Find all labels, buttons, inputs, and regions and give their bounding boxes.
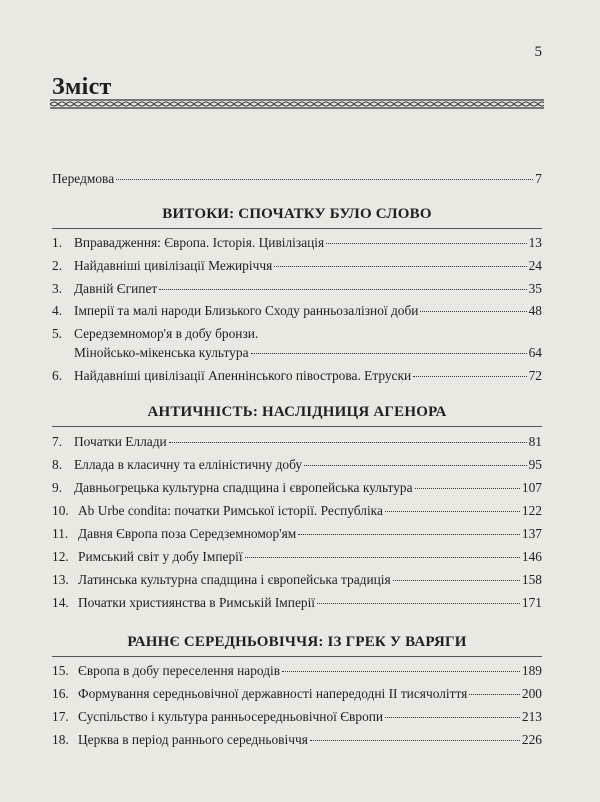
entry-title: Давньогрецька культурна спадщина і європейська культура <box>74 480 413 495</box>
entry-page: 48 <box>528 303 542 318</box>
section-heading: АНТИЧНІСТЬ: НАСЛІДНИЦЯ АГЕНОРА <box>147 404 447 420</box>
entry-title-continued: Мінойсько-мікенська культура <box>74 345 249 360</box>
toc-entry[interactable] <box>52 685 542 703</box>
entry-number: 13. <box>52 572 69 587</box>
entry-number: 1. <box>52 235 63 250</box>
entry-number: 5. <box>52 326 63 341</box>
dot-leader <box>245 556 520 558</box>
page-number: 5 <box>534 44 542 60</box>
entry-page: 107 <box>521 480 542 495</box>
toc-entry[interactable] <box>52 662 542 680</box>
entry-title: Передмова <box>52 171 115 186</box>
entry-title: Формування середньовічної державності напередодні ІІ тисячоліття <box>78 686 468 701</box>
toc-entry[interactable] <box>52 280 542 298</box>
toc-entry-line-2[interactable] <box>74 344 542 362</box>
dot-leader <box>413 375 526 377</box>
toc-entry[interactable] <box>52 479 542 497</box>
section-heading: ВИТОКИ: СПОЧАТКУ БУЛО СЛОВО <box>162 206 432 222</box>
dot-leader <box>282 670 520 672</box>
toc-entry-line-1[interactable] <box>52 325 542 343</box>
entry-number: 6. <box>52 368 63 383</box>
entry-title: Початки Еллади <box>74 434 167 449</box>
entry-title: Початки християнства в Римській Імперії <box>78 595 316 610</box>
dot-leader <box>169 441 527 443</box>
entry-title: Ab Urbe condita: початки Римської історії. Республіка <box>78 503 383 518</box>
section-rule <box>52 656 542 657</box>
entry-number: 17. <box>52 709 69 724</box>
entry-number: 11. <box>52 526 69 541</box>
toc-entry[interactable] <box>52 548 542 566</box>
entry-title: Найдавніші цивілізації Межиріччя <box>74 258 273 273</box>
dot-leader <box>385 510 520 512</box>
entry-number: 2. <box>52 258 63 273</box>
entry-title: Латинська культурна спадщина і європейська традиція <box>78 572 391 587</box>
entry-title: Вправадження: Європа. Історія. Цивілізація <box>74 235 325 250</box>
entry-title: Римський світ у добу Імперії <box>78 549 243 564</box>
dot-leader <box>469 693 520 695</box>
dot-leader <box>116 178 533 180</box>
dot-leader <box>385 716 520 718</box>
dot-leader <box>393 579 520 581</box>
toc-entry[interactable] <box>52 731 542 749</box>
toc-entry[interactable] <box>52 525 542 543</box>
entry-number: 14. <box>52 595 69 610</box>
entry-page: 13 <box>528 235 542 250</box>
entry-number: 10. <box>52 503 69 518</box>
toc-entry[interactable] <box>52 594 542 612</box>
entry-number: 4. <box>52 303 63 318</box>
entry-title: Європа в добу переселення народів <box>78 663 281 678</box>
entry-page: 24 <box>528 258 542 273</box>
entry-title: Давня Європа поза Середземномор'ям <box>78 526 297 541</box>
entry-number: 15. <box>52 663 69 678</box>
dot-leader <box>251 352 527 354</box>
toc-entry[interactable] <box>52 708 542 726</box>
entry-title: Найдавніші цивілізації Апеннінського півострова. Етруски <box>74 368 412 383</box>
entry-page: 35 <box>528 281 542 296</box>
entry-number: 12. <box>52 549 69 564</box>
entry-page: 137 <box>521 526 542 541</box>
ornamental-divider <box>50 98 544 110</box>
entry-page: 95 <box>528 457 542 472</box>
entry-number: 16. <box>52 686 69 701</box>
entry-page: 81 <box>528 434 542 449</box>
entry-title: Імперії та малі народи Близького Сходу ранньозалізної доби <box>74 303 419 318</box>
entry-page: 213 <box>521 709 542 724</box>
toc-entry[interactable] <box>52 302 542 320</box>
toc-entry[interactable] <box>52 502 542 520</box>
section-heading: РАННЄ СЕРЕДНЬОВІЧЧЯ: ІЗ ГРЕК У ВАРЯГИ <box>127 634 467 650</box>
toc-entry[interactable] <box>52 571 542 589</box>
section-rule <box>52 228 542 229</box>
entry-number: 8. <box>52 457 63 472</box>
entry-page: 189 <box>521 663 542 678</box>
entry-number: 7. <box>52 434 63 449</box>
entry-title: Давній Єгипет <box>74 281 158 296</box>
entry-page: 146 <box>521 549 542 564</box>
entry-title: Суспільство і культура ранньосередньовічної Європи <box>78 709 384 724</box>
entry-title: Середземномор'я в добу бронзи. <box>74 326 259 341</box>
toc-entry[interactable] <box>52 234 542 252</box>
toc-entry[interactable] <box>52 433 542 451</box>
entry-title: Церква в період раннього середньовіччя <box>78 732 308 747</box>
dot-leader <box>304 464 527 466</box>
entry-page: 7 <box>535 171 542 186</box>
entry-page: 200 <box>521 686 542 701</box>
entry-page: 171 <box>521 595 542 610</box>
entry-number: 18. <box>52 732 69 747</box>
dot-leader <box>310 739 520 741</box>
dot-leader <box>326 242 526 244</box>
dot-leader <box>274 265 526 267</box>
entry-page: 122 <box>521 503 542 518</box>
toc-entry-preface[interactable] <box>52 170 542 188</box>
entry-page: 158 <box>521 572 542 587</box>
dot-leader <box>298 533 520 535</box>
toc-entry[interactable] <box>52 257 542 275</box>
dot-leader <box>317 602 520 604</box>
dot-leader <box>420 310 526 312</box>
entry-number: 3. <box>52 281 63 296</box>
dot-leader <box>415 487 520 489</box>
toc-entry[interactable] <box>52 456 542 474</box>
entry-number: 9. <box>52 480 63 495</box>
dot-leader <box>159 288 526 290</box>
section-rule <box>52 426 542 427</box>
entry-title: Еллада в класичну та елліністичну добу <box>74 457 303 472</box>
page-title: Зміст <box>52 74 112 100</box>
entry-page: 64 <box>528 345 542 360</box>
entry-page: 72 <box>528 368 542 383</box>
entry-page: 226 <box>521 732 542 747</box>
toc-entry[interactable] <box>52 367 542 385</box>
